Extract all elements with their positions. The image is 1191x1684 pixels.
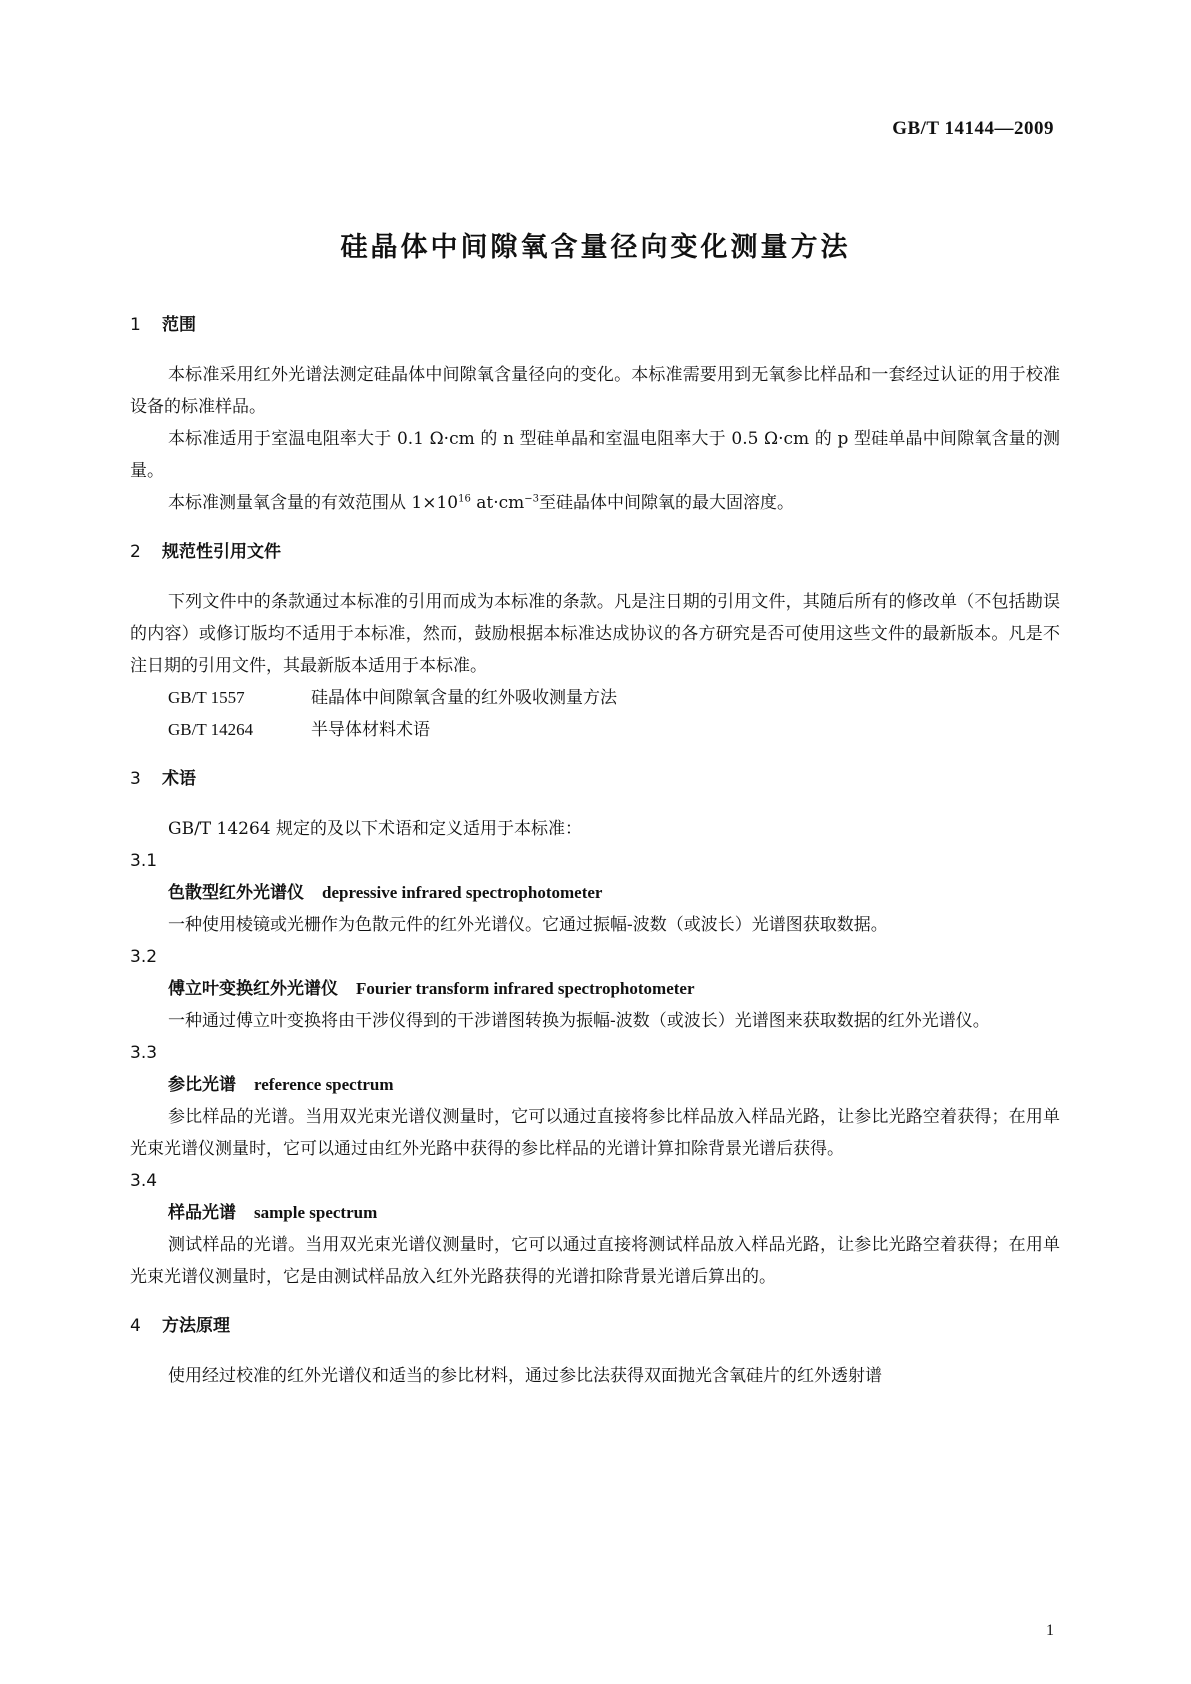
reference-code: GB/T 1557 (168, 688, 245, 707)
section-title: 范围 (162, 315, 196, 335)
term-definition: 测试样品的光谱。当用双光束光谱仪测量时，它可以通过直接将测试样品放入样品光路，让参比光路空着获得；在用单光束光谱仪测量时，它是由测试样品放入红外光路获得的光谱扣除背景光谱后算出的。 (130, 1235, 1060, 1287)
scope-paragraph-1: 本标准采用红外光谱法测定硅晶体中间隙氧含量径向的变化。本标准需要用到无氧参比样品和一套经过认证的用于校准设备的标准样品。 (130, 365, 1060, 417)
exponent-16: 16 (458, 493, 471, 505)
term-name (130, 877, 1060, 909)
standard-code: GB/T 14144—2009 (892, 118, 1054, 139)
term-name-en: reference spectrum (254, 1075, 394, 1094)
document-body (130, 310, 1060, 1392)
term-number: 3.1 (130, 851, 158, 871)
term-name-zh: 样品光谱 (168, 1203, 236, 1223)
section-3-heading (130, 764, 1060, 789)
section-title: 术语 (162, 769, 196, 789)
term-name-en: sample spectrum (254, 1203, 378, 1222)
section-title: 规范性引用文件 (162, 542, 281, 562)
section-4-heading (130, 1311, 1060, 1336)
term-name-zh: 参比光谱 (168, 1075, 236, 1095)
reference-title: 硅晶体中间隙氧含量的红外吸收测量方法 (311, 688, 617, 708)
reference-code: GB/T 14264 (168, 720, 254, 739)
reference-item (130, 682, 1060, 714)
section-number: 2 (130, 542, 141, 562)
term-name-en: depressive infrared spectrophotometer (322, 883, 603, 902)
document-title: 硅晶体中间隙氧含量径向变化测量方法 (340, 232, 851, 263)
terms-intro: GB/T 14264 规定的及以下术语和定义适用于本标准： (168, 819, 583, 839)
section-2-heading (130, 537, 1060, 562)
section-number: 3 (130, 769, 141, 789)
references-paragraph: 下列文件中的条款通过本标准的引用而成为本标准的条款。凡是注日期的引用文件，其随后所有的修改单（不包括勘误的内容）或修订版均不适用于本标准，然而，鼓励根据本标准达成协议的各方研究是否可使用这些文件的最新版本。凡是不注日期的引用文件，其最新版本适用于本标准。 (130, 592, 1060, 676)
term-name (130, 1197, 1060, 1229)
term-definition: 一种通过傅立叶变换将由干涉仪得到的干涉谱图转换为振幅-波数（或波长）光谱图来获取数据的红外光谱仪。 (168, 1011, 990, 1031)
term-number: 3.3 (130, 1043, 158, 1063)
section-number: 4 (130, 1316, 141, 1336)
term-name (130, 973, 1060, 1005)
term-name (130, 1069, 1060, 1101)
range-text-a: 本标准测量氧含量的有效范围从 1×10 (168, 493, 459, 513)
section-title: 方法原理 (162, 1316, 230, 1336)
term-name-en: Fourier transform infrared spectrophotometer (356, 979, 695, 998)
range-text-c: 至硅晶体中间隙氧的最大固溶度。 (539, 493, 795, 513)
scope-paragraph-3 (130, 487, 1060, 519)
section-1-heading (130, 310, 1060, 335)
reference-title: 半导体材料术语 (311, 720, 430, 740)
term-number: 3.4 (130, 1171, 158, 1191)
reference-item (130, 714, 1060, 746)
term-name-zh: 傅立叶变换红外光谱仪 (168, 979, 338, 999)
principle-paragraph: 使用经过校准的红外光谱仪和适当的参比材料，通过参比法获得双面抛光含氧硅片的红外透射谱 (168, 1366, 882, 1386)
exponent-minus-3: −3 (524, 493, 540, 505)
range-text-b: at·cm (470, 493, 525, 513)
term-number: 3.2 (130, 947, 158, 967)
section-number: 1 (130, 315, 141, 335)
term-name-zh: 色散型红外光谱仪 (168, 883, 304, 903)
term-definition: 参比样品的光谱。当用双光束光谱仪测量时，它可以通过直接将参比样品放入样品光路，让参比光路空着获得；在用单光束光谱仪测量时，它可以通过由红外光路中获得的参比样品的光谱计算扣除背景光谱后获得。 (130, 1107, 1060, 1159)
term-definition: 一种使用棱镜或光栅作为色散元件的红外光谱仪。它通过振幅-波数（或波长）光谱图获取数据。 (168, 915, 888, 935)
page-number: 1 (1046, 1622, 1054, 1639)
scope-paragraph-2: 本标准适用于室温电阻率大于 0.1 Ω·cm 的 n 型硅单晶和室温电阻率大于 0.5 Ω·cm 的 p 型硅单晶中间隙氧含量的测量。 (130, 429, 1060, 481)
